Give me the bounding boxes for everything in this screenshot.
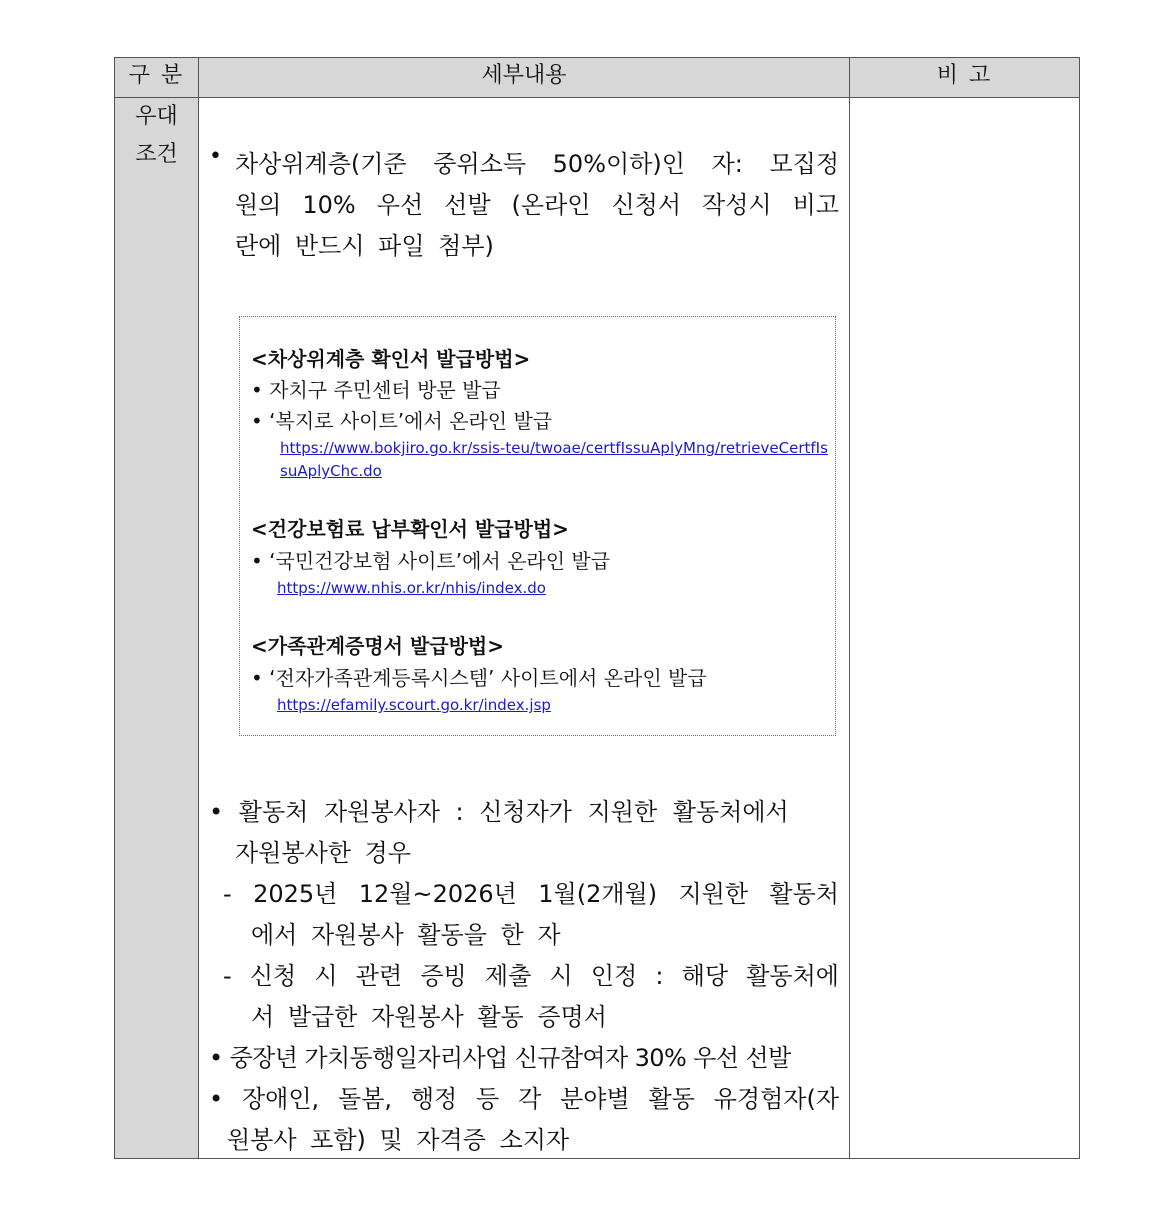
category-cell xyxy=(115,98,199,1159)
bokjiro-link-cont[interactable]: suAplyChc.do xyxy=(280,462,382,480)
volunteer-sub-2-line-2: 서 발급한 자원봉사 활동 증명서 xyxy=(251,1003,607,1031)
header-category: 구 분 xyxy=(115,58,199,98)
note-cell xyxy=(850,98,1080,1159)
header-note: 비 고 xyxy=(850,58,1080,98)
issuance-info-box xyxy=(239,316,836,736)
volunteer-sub-1-line-2: 에서 자원봉사 활동을 한 자 xyxy=(251,921,561,949)
category-line-1: 우대 xyxy=(135,104,178,129)
nhis-link[interactable]: https://www.nhis.or.kr/nhis/index.do xyxy=(277,579,546,597)
low-income-line-3: 란에 반드시 파일 첨부) xyxy=(235,232,494,260)
volunteer-line-1: • 활동처 자원봉사자 : 신청자가 지원한 활동처에서 xyxy=(209,798,789,826)
header-row xyxy=(115,58,1080,98)
list-item: • ‘국민건강보험 사이트’에서 온라인 발급 xyxy=(251,549,611,573)
low-income-line-2: 원의 10% 우선 선발 (온라인 신청서 작성시 비고 xyxy=(235,191,839,219)
list-item: • 자치구 주민센터 방문 발급 xyxy=(251,378,501,402)
efamily-link[interactable]: https://efamily.scourt.go.kr/index.jsp xyxy=(277,696,551,714)
volunteer-sub-1-line-1: - 2025년 12월~2026년 1월(2개월) 지원한 활동처 xyxy=(223,880,839,908)
section-title-insurance: <건강보험료 납부확인서 발급방법> xyxy=(251,517,569,541)
list-item: • ‘복지로 사이트’에서 온라인 발급 xyxy=(251,409,553,433)
table-row xyxy=(115,98,1080,1159)
list-item: • ‘전자가족관계등록시스템’ 사이트에서 온라인 발급 xyxy=(251,666,707,690)
experience-line-2: 원봉사 포함) 및 자격증 소지자 xyxy=(227,1126,570,1154)
category-line-2: 조건 xyxy=(135,142,178,167)
low-income-line-1: 차상위계층(기준 중위소득 50%이하)인 자: 모집정 xyxy=(235,150,839,178)
section-title-family: <가족관계증명서 발급방법> xyxy=(251,634,504,658)
bullet: • xyxy=(209,144,222,169)
criteria-table xyxy=(114,57,1080,1159)
detail-cell xyxy=(199,98,850,1159)
volunteer-sub-2-line-1: - 신청 시 관련 증빙 제출 시 인정 : 해당 활동처에 xyxy=(223,962,839,990)
volunteer-line-2: 자원봉사한 경우 xyxy=(235,839,411,867)
section-title-certificate: <차상위계층 확인서 발급방법> xyxy=(251,347,531,371)
header-detail: 세부내용 xyxy=(199,58,850,98)
new-participant-item: • 중장년 가치동행일자리사업 신규참여자 30% 우선 선발 xyxy=(209,1044,791,1072)
bokjiro-link[interactable]: https://www.bokjiro.go.kr/ssis-teu/twoae/certfIssuAplyMng/retrieveCertfIs xyxy=(280,439,828,457)
experience-line-1: • 장애인, 돌봄, 행정 등 각 분야별 활동 유경험자(자 xyxy=(209,1085,839,1113)
